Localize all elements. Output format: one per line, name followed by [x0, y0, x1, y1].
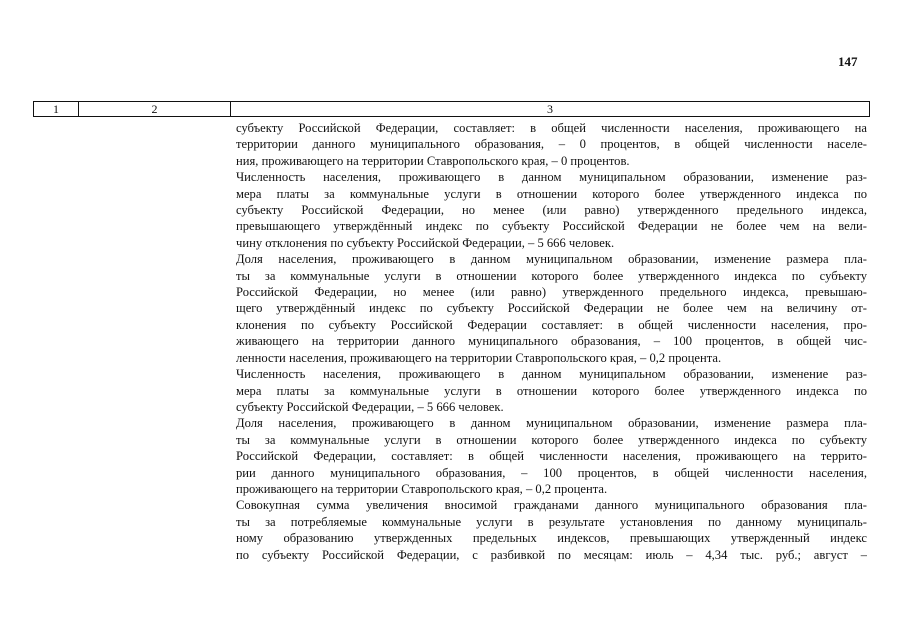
text-line: Российской Федерации, составляет: в общей численности населения, проживающего на террито- — [236, 449, 867, 464]
text-line: Доля населения, проживающего в данном муниципальном образовании, изменение размера пла- — [236, 252, 867, 267]
text-line: ленности населения, проживающего на территории Ставропольского края, – 0,2 процента. — [236, 350, 722, 365]
text-line: живающего на территории данного муниципального образования, – 100 процентов, в общей чис- — [236, 334, 867, 349]
text-line: субъекту Российской Федерации, составляет: в общей численности населения, проживающего на — [236, 121, 867, 135]
document-body — [236, 120, 867, 563]
table-header-col-1: 1 — [34, 102, 79, 116]
text-line: субъекту Российской Федерации, но менее (или равно) утвержденного предельного индекса, — [236, 203, 867, 218]
paragraph — [236, 169, 867, 251]
text-line: Российской Федерации, но менее (или равно) утвержденного предельного индекса, превышаю- — [236, 285, 867, 300]
text-line: Совокупная сумма увеличения вносимой гражданами данного муниципального образования пла- — [236, 498, 867, 513]
text-line: мера платы за коммунальные услуги в отношении которого более утвержденного индекса по — [236, 186, 867, 201]
text-line: субъекту Российской Федерации, – 5 666 человек. — [236, 399, 504, 414]
text-line: мера платы за коммунальные услуги в отношении которого более утвержденного индекса по — [236, 383, 867, 398]
text-line: ному образованию утвержденных предельных индексов, превышающих утвержденный индекс — [236, 531, 867, 546]
text-line: Доля населения, проживающего в данном муниципальном образовании, изменение размера пла- — [236, 416, 867, 431]
table-header-col-2: 2 — [79, 102, 231, 116]
paragraph — [236, 251, 867, 366]
text-line: клонения по субъекту Российской Федерации составляет: в общей численности населения, про- — [236, 317, 867, 332]
paragraph — [236, 120, 867, 169]
paragraph — [236, 415, 867, 497]
text-line: щего утверждённый индекс по субъекту Российской Федерации не более чем на величину от- — [236, 301, 867, 316]
text-line: чину отклонения по субъекту Российской Федерации, – 5 666 человек. — [236, 235, 615, 250]
page-number: 147 — [838, 54, 858, 69]
text-line: по субъекту Российской Федерации, с разбивкой по месяцам: июль – 4,34 тыс. руб.; август – — [236, 547, 867, 562]
text-line: проживающего на территории Ставропольского края, – 0,2 процента. — [236, 481, 608, 496]
text-line: Численность населения, проживающего в данном муниципальном образовании, изменение раз- — [236, 367, 867, 382]
text-line: превышающего утверждённый индекс по субъекту Российской Федерации не более чем на вели- — [236, 219, 867, 234]
table-header-col-3: 3 — [547, 102, 553, 116]
text-line: рии данного муниципального образования, – 100 процентов, в общей численности населения, — [236, 465, 867, 480]
text-line: ты за коммунальные услуги в отношении которого более утвержденного индекса по субъекту — [236, 432, 867, 447]
text-line: Численность населения, проживающего в данном муниципальном образовании, изменение раз- — [236, 170, 867, 185]
table-header-row — [33, 101, 870, 117]
paragraph — [236, 366, 867, 415]
text-line: территории данного муниципального образования, – 0 процентов, в общей численности населе- — [236, 137, 867, 152]
paragraph — [236, 497, 867, 563]
text-line: ты за коммунальные услуги в отношении которого более утвержденного индекса по субъекту — [236, 268, 867, 283]
text-line: ты за потребляемые коммунальные услуги в результате установления по данному муниципаль- — [236, 514, 867, 529]
text-line: ния, проживающего на территории Ставропольского края, – 0 процентов. — [236, 153, 630, 168]
